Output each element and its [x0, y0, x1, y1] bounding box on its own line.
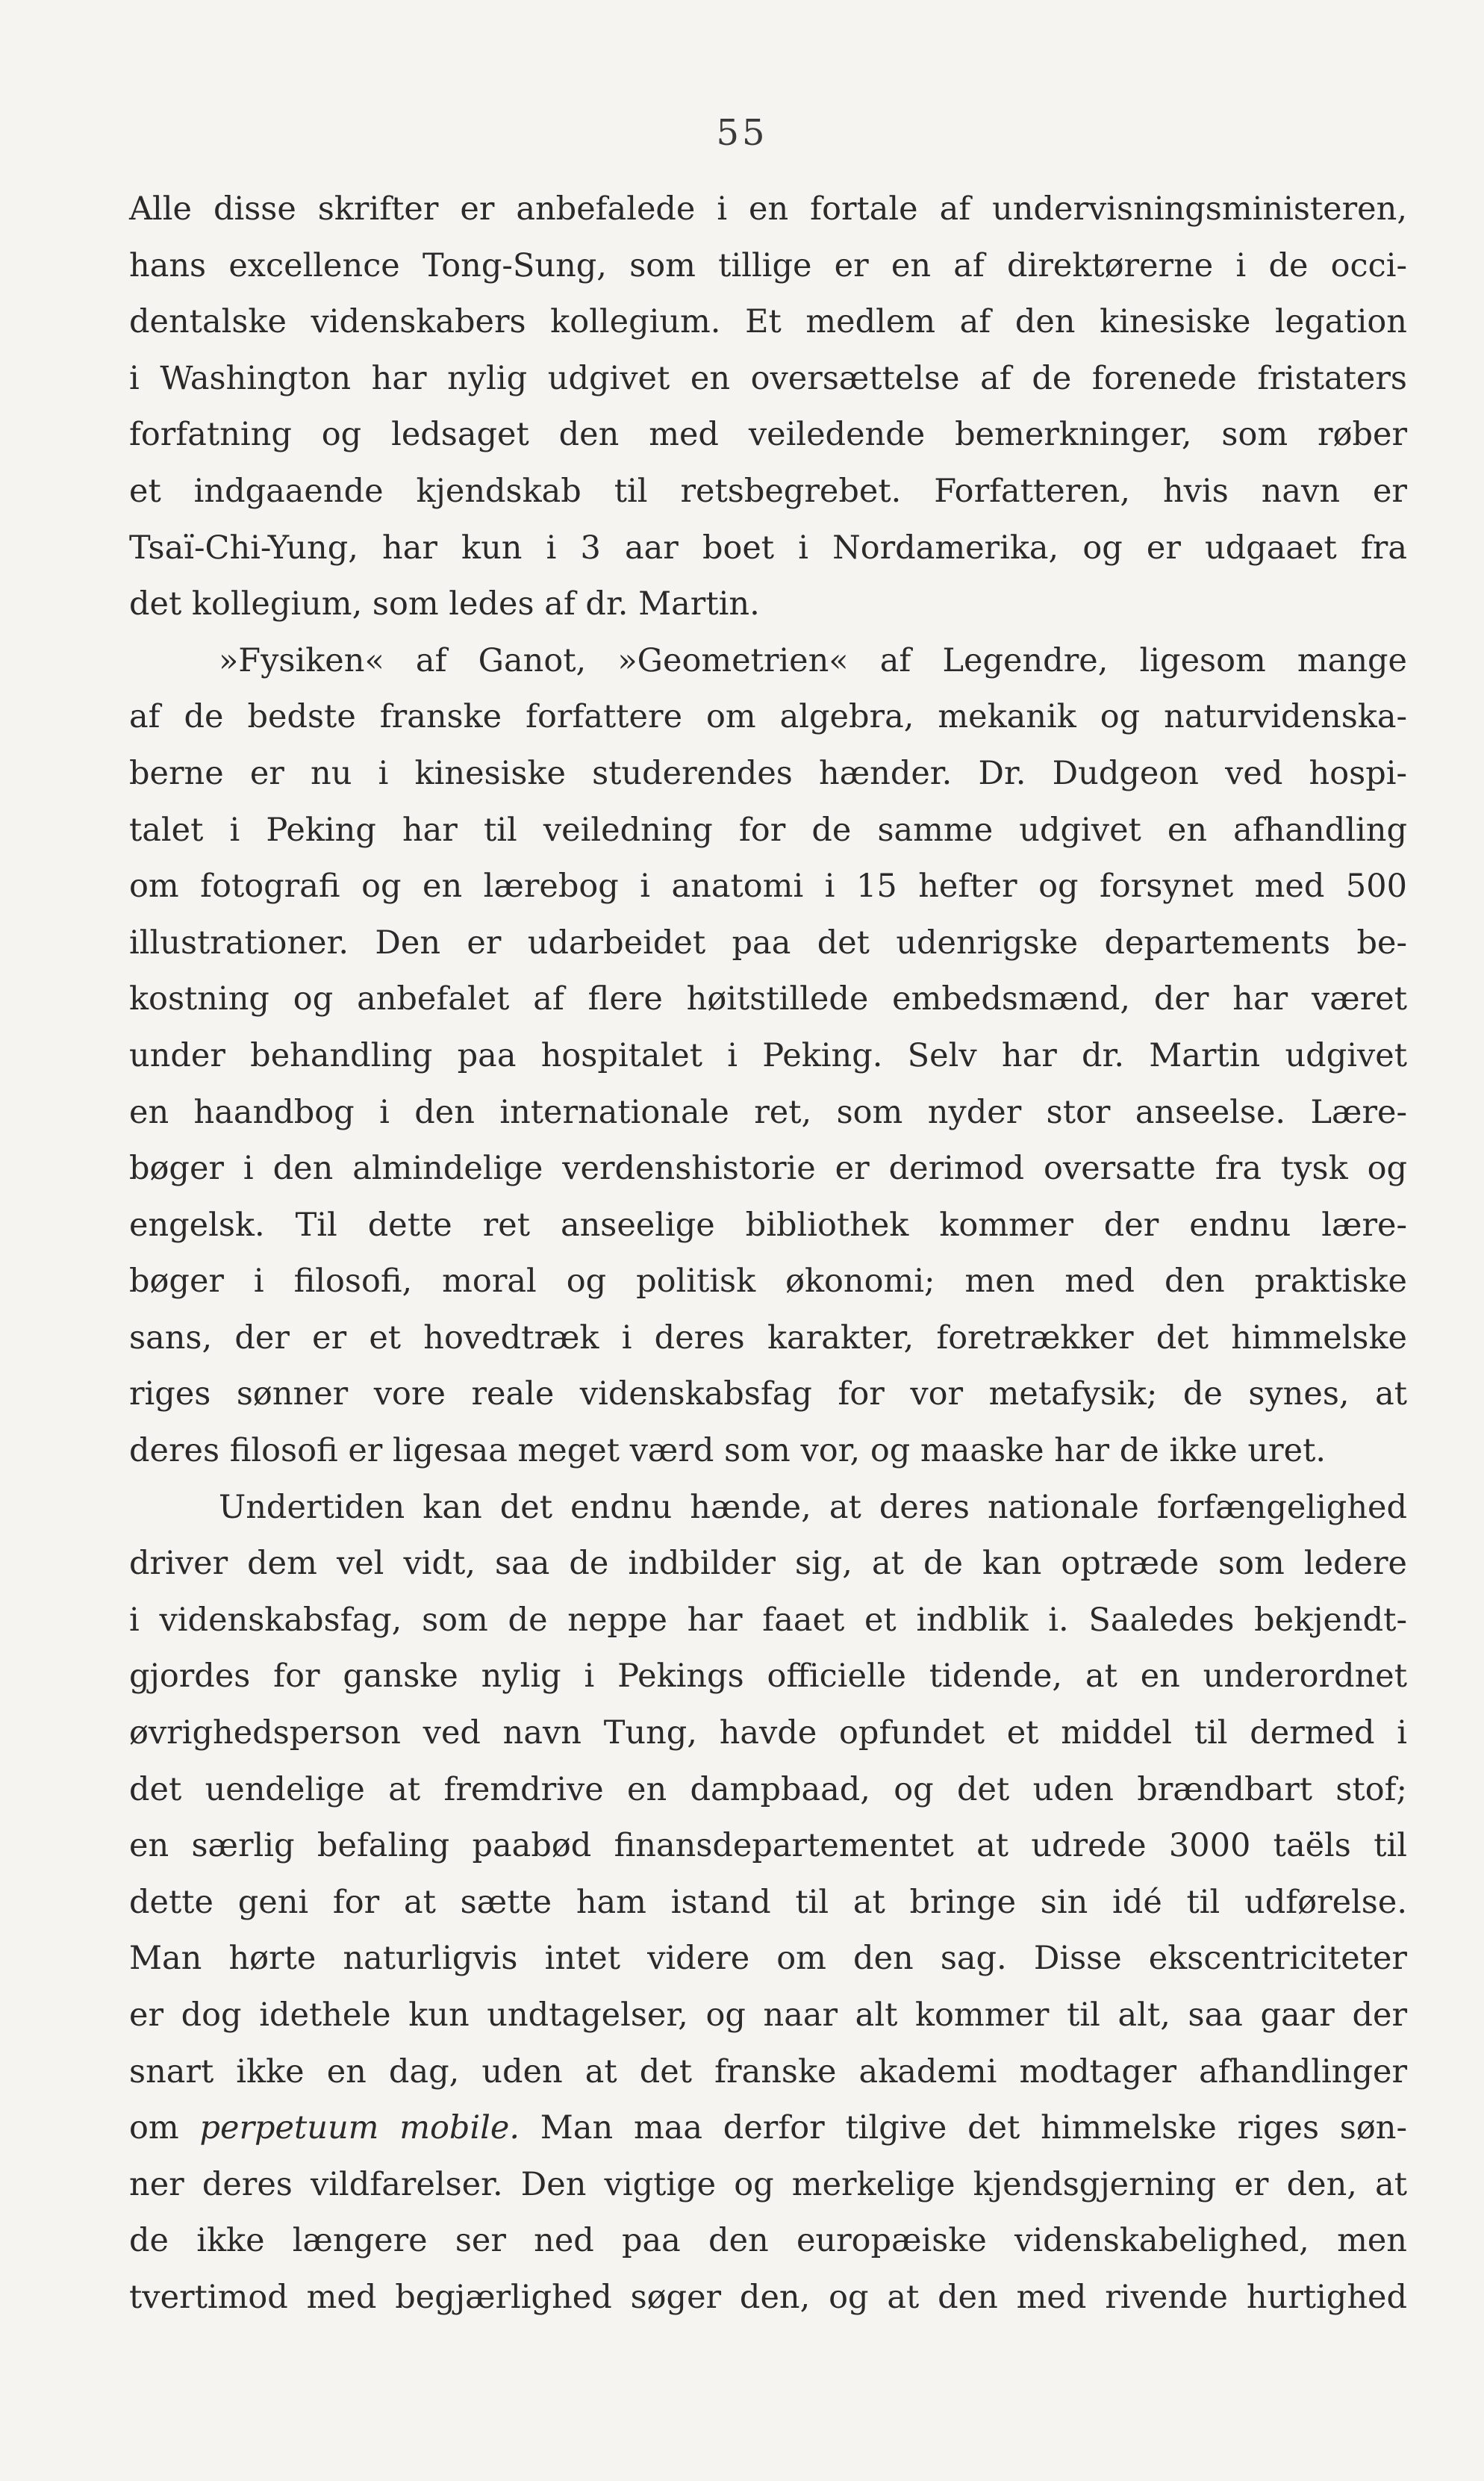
- text-line: i videnskabsfag, som de neppe har faaet et indblik i. Saaledes bekjendt-: [129, 1601, 1407, 1639]
- text-line: de ikke længere ser ned paa den europæiske videnskabelighed, men: [129, 2222, 1407, 2260]
- text-line: hans excellence Tong-Sung, som tillige er en af direktørerne i de occi-: [129, 246, 1407, 284]
- text-line: gjordes for ganske nylig i Pekings officielle tidende, at en underordnet: [129, 1657, 1407, 1696]
- text-line: bøger i filosofi, moral og politisk økonomi; men med den praktiske: [129, 1263, 1407, 1301]
- paragraph-2: [129, 633, 1407, 1480]
- text-line: deres filosofi er ligesaa meget værd som vor, og maaske har de ikke uret.: [129, 1432, 1326, 1470]
- text-line: i Washington har nylig udgivet en oversættelse af de forenede fristaters: [129, 359, 1407, 397]
- text-line: sans, der er et hovedtræk i deres karakter, foretrækker det himmelske: [129, 1319, 1407, 1357]
- text-line: riges sønner vore reale videnskabsfag for vor metafysik; de synes, at: [129, 1375, 1407, 1413]
- text-line: et indgaaende kjendskab til retsbegrebet. Forfatteren, hvis navn er: [129, 472, 1407, 510]
- text-line: illustrationer. Den er udarbeidet paa det udenrigske departements be-: [129, 924, 1407, 962]
- text-line: det uendelige at fremdrive en dampbaad, og det uden brændbart stof;: [129, 1770, 1407, 1808]
- paragraph-3: [129, 1480, 1407, 2326]
- text-line: talet i Peking har til veiledning for de samme udgivet en afhandling: [129, 811, 1407, 849]
- text-line: dette geni for at sætte ham istand til at bringe sin idé til udførelse.: [129, 1883, 1407, 1921]
- text-line: under behandling paa hospitalet i Peking. Selv har dr. Martin udgivet: [129, 1036, 1407, 1074]
- text-line: kostning og anbefalet af flere høitstillede embedsmænd, der har været: [129, 980, 1407, 1018]
- text-line: driver dem vel vidt, saa de indbilder sig, at de kan optræde som ledere: [129, 1545, 1407, 1583]
- text-line: snart ikke en dag, uden at det franske akademi modtager afhandlinger: [129, 2052, 1407, 2091]
- italic-phrase: perpetuum mobile.: [199, 2109, 520, 2147]
- text-line: »Fysiken« af Ganot, »Geometrien« af Legendre, ligesom mange: [219, 641, 1407, 679]
- text-line: det kollegium, som ledes af dr. Martin.: [129, 585, 760, 623]
- text-line: om fotografi og en lærebog i anatomi i 15 hefter og forsynet med 500: [129, 868, 1407, 906]
- text-segment: Man maa derfor tilgive det himmelske riges søn-: [520, 2109, 1407, 2147]
- text-line: øvrighedsperson ved navn Tung, havde opfundet et middel til dermed i: [129, 1714, 1407, 1752]
- text-line: forfatning og ledsaget den med veiledende bemerkninger, som røber: [129, 416, 1407, 454]
- text-line: Tsaï-Chi-Yung, har kun i 3 aar boet i Nordamerika, og er udgaaet fra: [129, 529, 1407, 567]
- text-line: ner deres vildfarelser. Den vigtige og merkelige kjendsgjerning er den, at: [129, 2165, 1407, 2203]
- text-line: en særlig befaling paabød finansdepartementet at udrede 3000 taëls til: [129, 1827, 1407, 1865]
- text-line-mixed: [129, 2100, 1407, 2157]
- text-line: Undertiden kan det endnu hænde, at deres nationale forfængelighed: [219, 1488, 1407, 1526]
- page-number: 55: [716, 112, 768, 154]
- paragraph-1: [129, 181, 1407, 633]
- text-line: bøger i den almindelige verdenshistorie er derimod oversatte fra tysk og: [129, 1150, 1407, 1188]
- text-line: er dog idethele kun undtagelser, og naar alt kommer til alt, saa gaar der: [129, 1996, 1407, 2034]
- body-text: [129, 181, 1407, 2326]
- text-line: engelsk. Til dette ret anseelige bibliothek kommer der endnu lære-: [129, 1206, 1407, 1244]
- text-line: dentalske videnskabers kollegium. Et medlem af den kinesiske legation: [129, 303, 1407, 341]
- text-line: Alle disse skrifter er anbefalede i en fortale af undervisningsministeren,: [129, 190, 1407, 228]
- text-line: en haandbog i den internationale ret, som nyder stor anseelse. Lære-: [129, 1093, 1407, 1131]
- text-line: af de bedste franske forfattere om algebra, mekanik og naturvidenska-: [129, 698, 1407, 736]
- text-line: berne er nu i kinesiske studerendes hænder. Dr. Dudgeon ved hospi-: [129, 754, 1407, 792]
- text-segment: om: [129, 2109, 200, 2147]
- text-line: tvertimod med begjærlighed søger den, og at den med rivende hurtighed: [129, 2278, 1407, 2316]
- text-line: Man hørte naturligvis intet videre om den sag. Disse ekscentriciteter: [129, 1940, 1407, 1978]
